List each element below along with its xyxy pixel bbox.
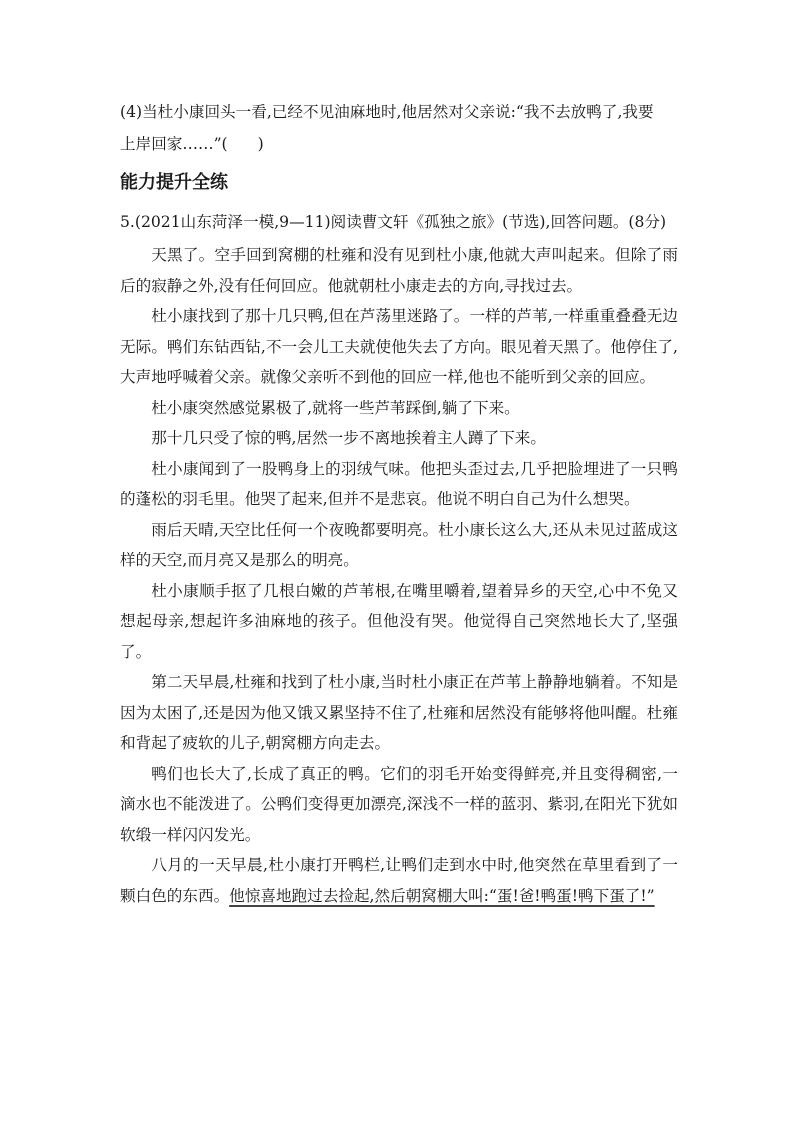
answer-bracket-close: ) [257,135,264,153]
passage-paragraph-7: 杜小康顺手抠了几根白嫩的芦苇根,在嘴里嚼着,望着异乡的天空,心中不免又想起母亲,想起许多油麻地的孩子。但他没有哭。他觉得自己突然地长大了,坚强了。 [120,581,678,661]
passage-paragraph-5: 杜小康闻到了一股鸭身上的羽绒气味。他把头歪过去,几乎把脸埋进了一只鸭的蓬松的羽毛里。他哭了起来,但并不是悲哀。他说不明白自己为什么想哭。 [120,459,678,508]
question-4-line-2 [120,134,680,154]
question-5-stem: 5.(2021山东菏泽一模,9—11)阅读曹文轩《孤独之旅》(节选),回答问题。(8分) [120,213,667,231]
passage-paragraph-2: 杜小康找到了那十几只鸭,但在芦荡里迷路了。一样的芦苇,一样重重叠叠无边无际。鸭们东钻西钻,不一会儿工夫就使他失去了方向。眼见着天黑了。他停住了,大声地呼喊着父亲。就像父亲听不到他的回应一样,他也不能听到父亲的回应。 [120,307,678,386]
passage-paragraph-6: 雨后天晴,天空比任何一个夜晚都要明亮。杜小康长这么大,还从未见过蓝成这样的天空,而月亮又是那么的明亮。 [120,520,678,569]
passage [120,240,678,911]
passage-paragraph-9: 鸭们也长大了,长成了真正的鸭。它们的羽毛开始变得鲜亮,并且变得稠密,一滴水也不能泼进了。公鸭们变得更加漂亮,深浅不一样的蓝羽、紫羽,在阳光下犹如软缎一样闪闪发光。 [120,764,678,844]
question-4-line-1: (4)当杜小康回头一看,已经不见油麻地时,他居然对父亲说:“我不去放鸭了,我要 [120,103,654,121]
passage-paragraph-8: 第二天早晨,杜雍和找到了杜小康,当时杜小康正在芦苇上静静地躺着。不知是因为太困了,还是因为他又饿又累坚持不住了,杜雍和居然没有能够将他叫醒。杜雍和背起了疲软的儿子,朝窝棚方向走去。 [120,673,678,752]
passage-paragraph-1: 天黑了。空手回到窝棚的杜雍和没有见到杜小康,他就大声叫起来。但除了雨后的寂静之外,没有任何回应。他就朝杜小康走去的方向,寻找过去。 [120,246,678,295]
passage-paragraph-10 [120,850,678,911]
underlined-sentence: 他惊喜地跑过去捡起,然后朝窝棚大叫:“蛋!爸!鸭蛋!鸭下蛋了!” [229,886,655,905]
section-title: 能力提升全练 [120,172,228,193]
passage-paragraph-4: 那十几只受了惊的鸭,居然一步不离地挨着主人蹲了下来。 [151,429,546,447]
question-4-line-2-text: 上岸回家……”( [120,135,228,153]
passage-paragraph-10-text: 八月的一天早晨,杜小康打开鸭栏,让鸭们走到水中时,他突然在草里看到了一颗白色的东西。 [120,856,678,905]
passage-paragraph-3: 杜小康突然感觉累极了,就将一些芦苇踩倒,躺了下来。 [151,398,520,417]
